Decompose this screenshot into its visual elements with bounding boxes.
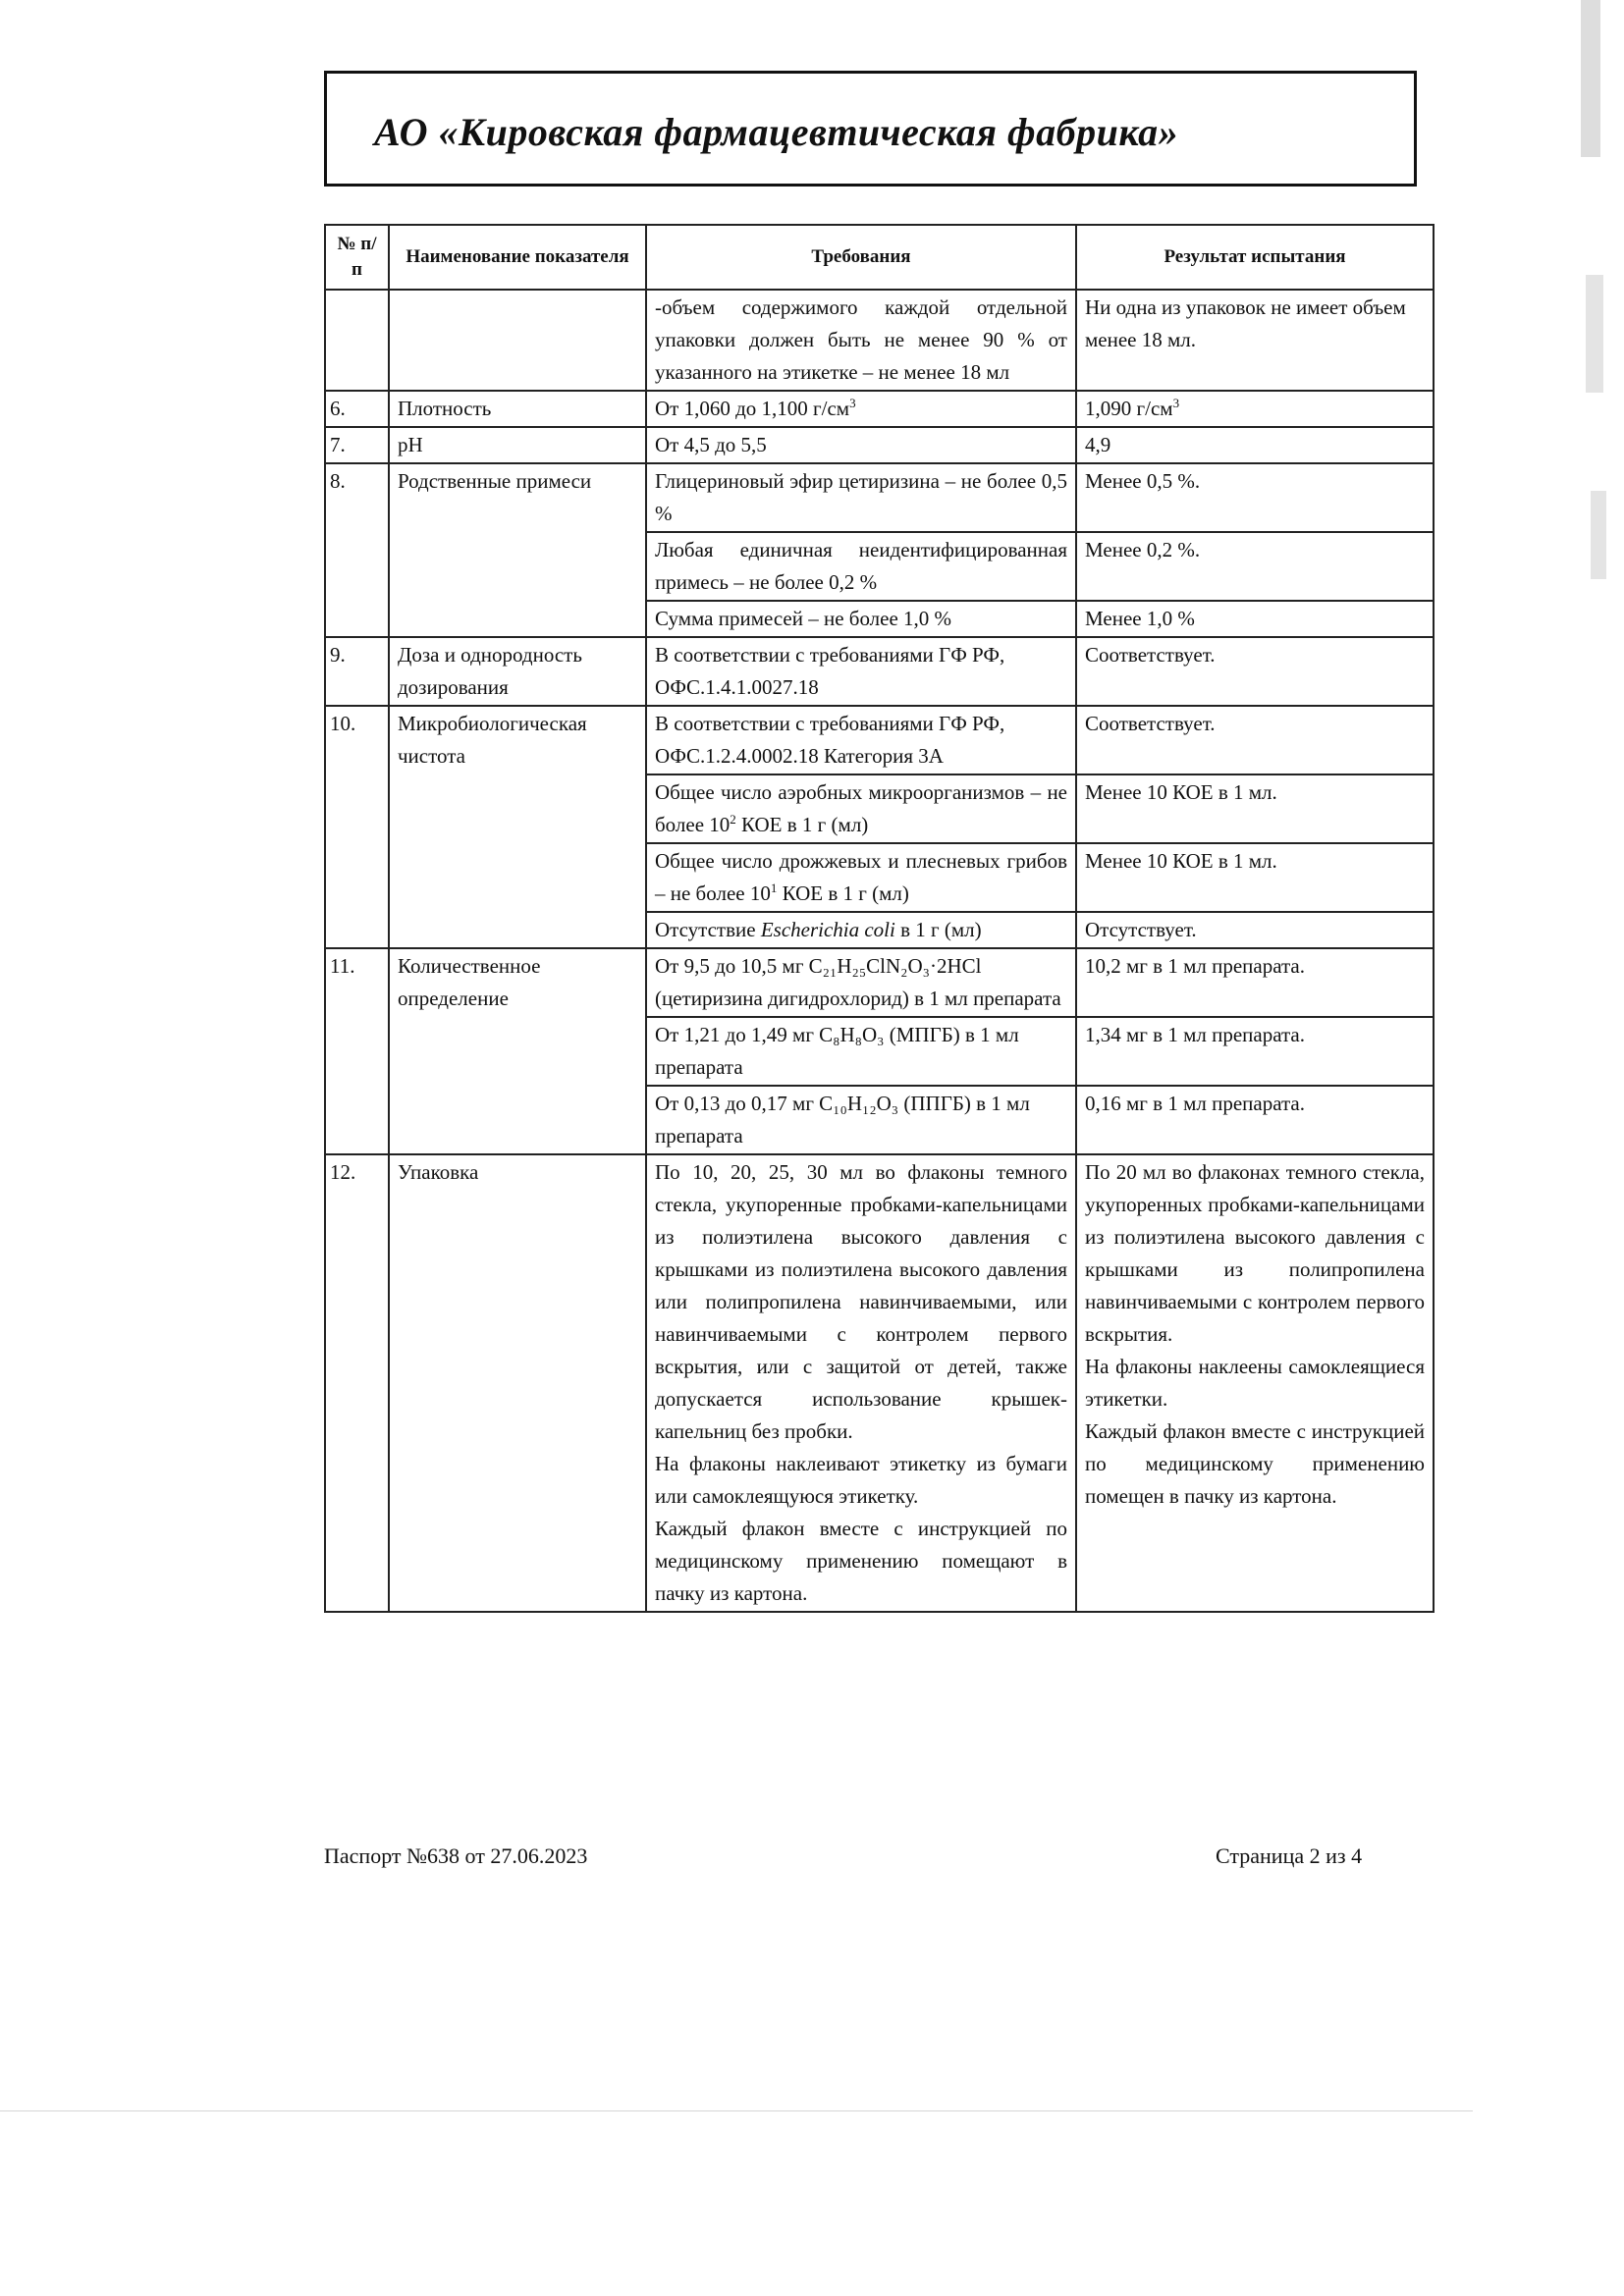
table-row: 6. Плотность От 1,060 до 1,100 $г/см^3$ 1,090 $г/см^3$ [325, 391, 1434, 427]
table-subrow: От 0,13 до 0,17 мг C₁₀H₁₂O₃ (ППГБ) в 1 мл препарата 0,16 мг в 1 мл препарата. [325, 1086, 1434, 1154]
scan-artifact [1586, 275, 1603, 393]
table-row [325, 290, 1434, 391]
table-row: 9. Доза и однородность дозирования В соответствии с требованиями ГФ РФ, ОФС.1.4.1.0027.18 Соответствует. [325, 637, 1434, 706]
table-subrow: Сумма примесей – не более 1,0 % Менее 1,0 % [325, 601, 1434, 637]
table-row: 12. Упаковка По 10, 20, 25, 30 мл во флаконы темного стекла, укупоренные пробками-капельницами из полиэтилена высокого давления с крышками из полиэтилена высокого давления или полипропилена навинчиваемыми, или навинчиваемыми с контролем первого вскрытия, или с защитой от детей, также допускается использование крышек-капельниц без пробки. На флаконы наклеивают этикетку из бумаги или самоклеящуюся этикетку. Каждый флакон вместе с инструкцией по медицинскому применению помещают в пачку из картона. По 20 мл во флаконах темного стекла, укупоренных пробками-капельницами из полиэтилена высокого давления с крышками из полипропилена навинчиваемыми с контролем первого вскрытия. На флаконы наклеены самоклеящиеся этикетки. Каждый флакон вместе с инструкцией по медицинскому применению помещен в пачку из картона. [325, 1154, 1434, 1612]
table-row: 10. Микробиологическая чистота В соответствии с требованиями ГФ РФ, ОФС.1.2.4.0002.18 Категория 3А Соответствует. [325, 706, 1434, 774]
test-results-table [324, 224, 1435, 1613]
table-header-row [325, 225, 1434, 290]
table-subrow: Общее число аэробных микроорганизмов – не более $10^2$ КОЕ в 1 г (мл) Менее 10 КОЕ в 1 мл. [325, 774, 1434, 843]
requirement-cell: От 1,060 до 1,100 $г/см^3$ [646, 391, 1076, 427]
col-header-result: Результат испытания [1076, 225, 1434, 290]
col-header-indicator: Наименование показателя [389, 225, 646, 290]
scan-artifact [1591, 491, 1606, 579]
table-subrow: Отсутствие Escherichia coli в 1 г (мл) Отсутствует. [325, 912, 1434, 948]
table-subrow: От 1,21 до 1,49 мг C₈H₈O₃ (МПГБ) в 1 мл препарата 1,34 мг в 1 мл препарата. [325, 1017, 1434, 1086]
result-cell: 1,090 $г/см^3$ [1076, 391, 1434, 427]
requirement-cell: От 4,5 до 5,5 [646, 427, 1076, 463]
company-header-box [324, 71, 1417, 187]
company-name: АО «Кировская фармацевтическая фабрика» [374, 110, 1179, 154]
col-header-requirements: Требования [646, 225, 1076, 290]
result-cell: Ни одна из упаковок не имеет объем менее 18 мл. [1076, 290, 1434, 391]
scan-artifact [0, 2110, 1473, 2111]
col-header-number: № п/п [325, 225, 389, 290]
passport-number: Паспорт №638 от 27.06.2023 [324, 1843, 588, 1868]
table-subrow: Общее число дрожжевых и плесневых грибов – не более $10^1$ КОЕ в 1 г (мл) Менее 10 КОЕ в 1 мл. [325, 843, 1434, 912]
table-row: 11. Количественное определение От 9,5 до 10,5 мг C₂₁H₂₅ClN₂O₃·2HCl (цетиризина дигидрохлорид) в 1 мл препарата 10,2 мг в 1 мл препарата. [325, 948, 1434, 1017]
requirement-cell: -объем содержимого каждой отдельной упаковки должен быть не менее 90 % от указанного на этикетке – не менее 18 мл [646, 290, 1076, 391]
result-cell: По 20 мл во флаконах темного стекла, укупоренных пробками-капельницами из полиэтилена высокого давления с крышками из полипропилена навинчиваемыми с контролем первого вскрытия. На флаконы наклеены самоклеящиеся этикетки. Каждый флакон вместе с инструкцией по медицинскому применению помещен в пачку из картона. [1076, 1154, 1434, 1612]
table-subrow: Любая единичная неидентифицированная примесь – не более 0,2 % Менее 0,2 %. [325, 532, 1434, 601]
table-row: 8. Родственные примеси Глицериновый эфир цетиризина – не более 0,5 % Менее 0,5 %. [325, 463, 1434, 532]
page-number: Страница 2 из 4 [1216, 1843, 1363, 1868]
result-cell: 4,9 [1076, 427, 1434, 463]
scan-artifact [1581, 0, 1600, 157]
table-row: 7. pH От 4,5 до 5,5 4,9 [325, 427, 1434, 463]
requirement-cell: По 10, 20, 25, 30 мл во флаконы темного стекла, укупоренные пробками-капельницами из полиэтилена высокого давления с крышками из полиэтилена высокого давления или полипропилена навинчиваемыми, или навинчиваемыми с контролем первого вскрытия, или с защитой от детей, также допускается использование крышек-капельниц без пробки. На флаконы наклеивают этикетку из бумаги или самоклеящуюся этикетку. Каждый флакон вместе с инструкцией по медицинскому применению помещают в пачку из картона. [646, 1154, 1076, 1612]
